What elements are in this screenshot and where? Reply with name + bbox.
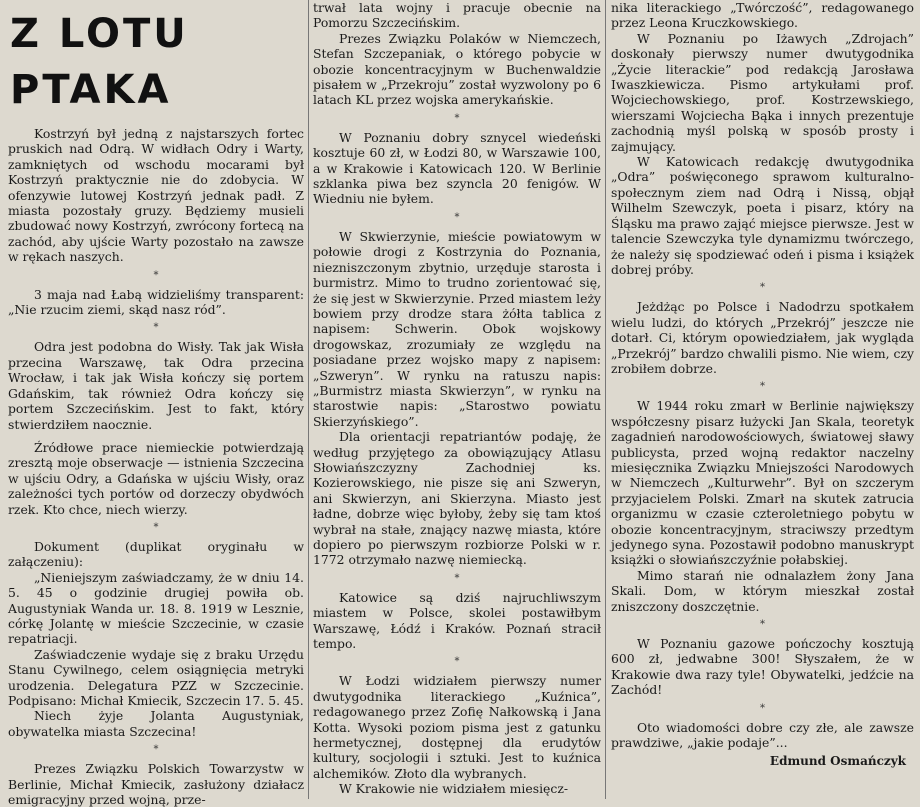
separator-star: * [760,282,765,294]
paragraph: W Katowicach redakcję dwutygodnika „Odra” poświęconego sprawom kulturalno-społecznym ziem nad Odrą i Nissą, objął Wilhelm Szewczyk, poeta i pisarz, który na Śląsku ma prawo zająć miejsce pierwsze. Jest w talencie Szewczyka tyle dynamizmu twórczego, że należy się spodziewać odeń i pisma i książek dobrej próby. [611,154,914,277]
paragraph: Kostrzyń był jedną z najstarszych fortec pruskich nad Odrą. W widłach Odry i Warty, zamkniętych od wschodu mocarami był Kostrzyń praktycznie nie do zdobycia. W ofenzywie lutowej Kostrzyń jednak padł. Z miasta pozostały gruzy. Będziemy musieli zbudować nowy Kostrzyń, zwrócony fortecą na zachód, aby ujście Warty pozostało na zawsze w rękach naszych. [8,126,304,265]
paragraph: Zaświadczenie wydaje się z braku Urzędu Stanu Cywilnego, celem osiągnięcia metryki urodzenia. Delegatura PZZ w Szczecinie. Podpisano: Michał Kmiecik, Szczecin 17. 5. 45. [8,646,304,708]
paragraph: Prezes Związku Polaków w Niemczech, Stefan Szczepaniak, o którego pobycie w obozie koncentracyjnym w Buchenwaldzie pisałem w „Przekroju” został wyzwolony po 6 latach KL przez wojska amerykańskie. [313,30,601,108]
paragraph: Oto wiadomości dobre czy złe, ale zawsze prawdziwe, „jakie podaje”... [611,719,914,751]
separator-star: * [153,322,159,334]
paragraph: W Krakowie nie widziałem miesięcz- [339,781,569,797]
paragraph: W Poznaniu dobry sznycel wiedeński kosztuje 60 zł, w Łodzi 80, w Warszawie 100, a w Krakowie i Katowicach 120. W Berlinie szklanka piwa bez szyncla 20 fenigów. W Wiedniu nie byłem. [313,129,601,207]
paragraph: Prezes Związku Polskich Towarzystw w Berlinie, Michał Kmiecik, zasłużony działacz emigracyjny przed wojną, prze- [8,761,304,807]
paragraph: Odra jest podobna do Wisły. Tak jak Wisła przecina Warszawę, tak Odra przecina Wrocław, i tak jak Wisła kończy się portem Gdańskim, tak również Odra kończy się portem Szczecińskim. Jest to fakt, który stwierdziłem naocznie. [8,339,304,432]
paragraph: Mimo starań nie odnalazłem żony Jana Skali. Dom, w którym mieszkał został zniszczony doszczętnie. [611,567,914,614]
paragraph: 3 maja nad Łabą widzieliśmy transparent: „Nie rzucim ziemi, skąd nasz ród”. [8,286,304,318]
column-2 [313,0,601,797]
separator-star: * [760,702,765,714]
paragraph: „Nieniejszym zaświadczamy, że w dniu 14. 5. 45 o godzinie drugiej powiła ob. Augustyniak Wanda ur. 18. 8. 1919 w Lesznie, córkę Jolantę w mieście Szczecinie, w czasie repatriacji. [8,569,304,647]
paragraph: Katowice są dziś najruchliwszym miastem w Polsce, skolei postawiłbym Warszawę, Łódź i Kraków. Poznań stracił tempo. [313,589,601,652]
paragraph: Dla orientacji repatriantów podaję, że według przyjętego za obowiązujący Atlasu Słowiańszczyzny Zachodniej ks. Kozierowskiego, nie pisze się ani Szweryn, ani Skwierzyn, ani Skierzyna. Miasto jest ładne, dobrze więc byłoby, żeby się tam ktoś wybrał na stałe, znający nazwę miasta, które dopiero po pierwszym rozbiorze Polski w r. 1772 otrzymało nazwę niemiecką. [313,429,601,568]
page-title: Z LOTU PTAKA [10,11,189,113]
column-3 [611,0,914,768]
paragraph: W Łodzi widziałem pierwszy numer dwutygodnika literackiego „Kuźnica”, redagowanego przez Zofię Nałkowską i Jana Kotta. Wysoki poziom pisma jest z gatunku hermetycznej, dostępnej dla erudytów kultury, socjologii i sztuki. Jest to kuźnica alchemików. Złoto dla wybranych. [313,673,601,781]
paragraph: W 1944 roku zmarł w Berlinie największy współczesny pisarz łużycki Jan Skala, teoretyk zagadnień narodowościowych, światowej sławy publicysta, przed wojną redaktor naczelny miesięcznika Związku Mniejszości Narodowych w Niemczech „Kulturwehr”. Był on szczerym przyjacielem Polski. Zmarł na skutek zatrucia organizmu w czasie czteroletniego pobytu w obozie koncentracyjnym, straciwszy przedtym jedynego syna. Pozostawił podobno manuskrypt książki o słowiańszczyźnie połabskiej. [611,398,914,568]
paragraph: Niech żyje Jolanta Augustyniak, obywatelka miasta Szczecina! [8,708,304,739]
separator-star: * [153,521,159,533]
paragraph: W Poznaniu gazowe pończochy kosztują 600 zł, jedwabne 300! Słyszałem, że w Krakowie dwa razy tyle! Obywatelki, jedźcie na Zachód! [611,636,914,698]
separator-star: * [760,619,765,631]
separator-star: * [454,112,460,124]
column-rule [605,0,606,799]
separator-star: * [153,744,159,756]
separator-star: * [454,211,460,223]
paragraph: W Skwierzynie, mieście powiatowym w połowie drogi z Kostrzynia do Poznania, niezniszczonym zbytnio, urzęduje starosta i burmistrz. Mimo to trudno zorientować się, że się jest w Skwierzynie. Przed miastem leży bowiem przy drodze stara żółta tablica z napisem: Schwerin. Obok wojskowy drogowskaz, zrozumiały ze względu na posiadane przez wojsko mapy z napisem: „Szweryn”. W rynku na ratuszu napis: „Burmistrz miasta Skwierzyn”, w rynku na starostwie napis: „Starostwo powiatu Skierzyńskiego”. [313,228,601,429]
separator-star: * [760,381,765,393]
paragraph: W Poznaniu po Iżawych „Zdrojach” doskonały pierwszy numer dwutygodnika „Życie literackie” pod redakcją Jarosława Iwaszkiewicza. Pismo artykułami prof. Wojciechowskiego, prof. Kostrzewskiego, wierszami Wojciecha Bąka i innych prezentuje zachodnią myśl polską w sposób prosty i zajmujący. [611,30,914,154]
paragraph: Źródłowe prace niemieckie potwierdzają zresztą moje obserwacje — istnienia Szczecina w ujściu Odry, a Gdańska w ujściu Wisły, oraz zależności tych portów od dorzeczy obydwóch rzek. Kto chce, niech wierzy. [8,439,304,517]
column-1 [8,0,304,807]
separator-star: * [153,269,159,281]
paragraph: nika literackiego „Twórczość”, redagowanego przez Leona Kruczkowskiego. [611,0,914,31]
author-signature: Edmund Osmańczyk [769,754,906,769]
paragraph: Dokument (duplikat oryginału w załączeniu): [8,538,304,570]
paragraph: trwał lata wojny i pracuje obecnie na Pomorzu Szczecińskim. [313,0,601,31]
separator-star: * [454,572,460,584]
column-rule [308,0,309,799]
separator-star: * [454,656,460,668]
paragraph: Jeżdżąc po Polsce i Nadodrzu spotkałem wielu ludzi, do których „Przekrój” jeszcze nie dotarł. Ci, którym opowiedziałem, jak wygląda „Przekrój” bardzo chwalili pismo. Nie wiem, czy zrobiłem dobrze. [611,299,914,376]
